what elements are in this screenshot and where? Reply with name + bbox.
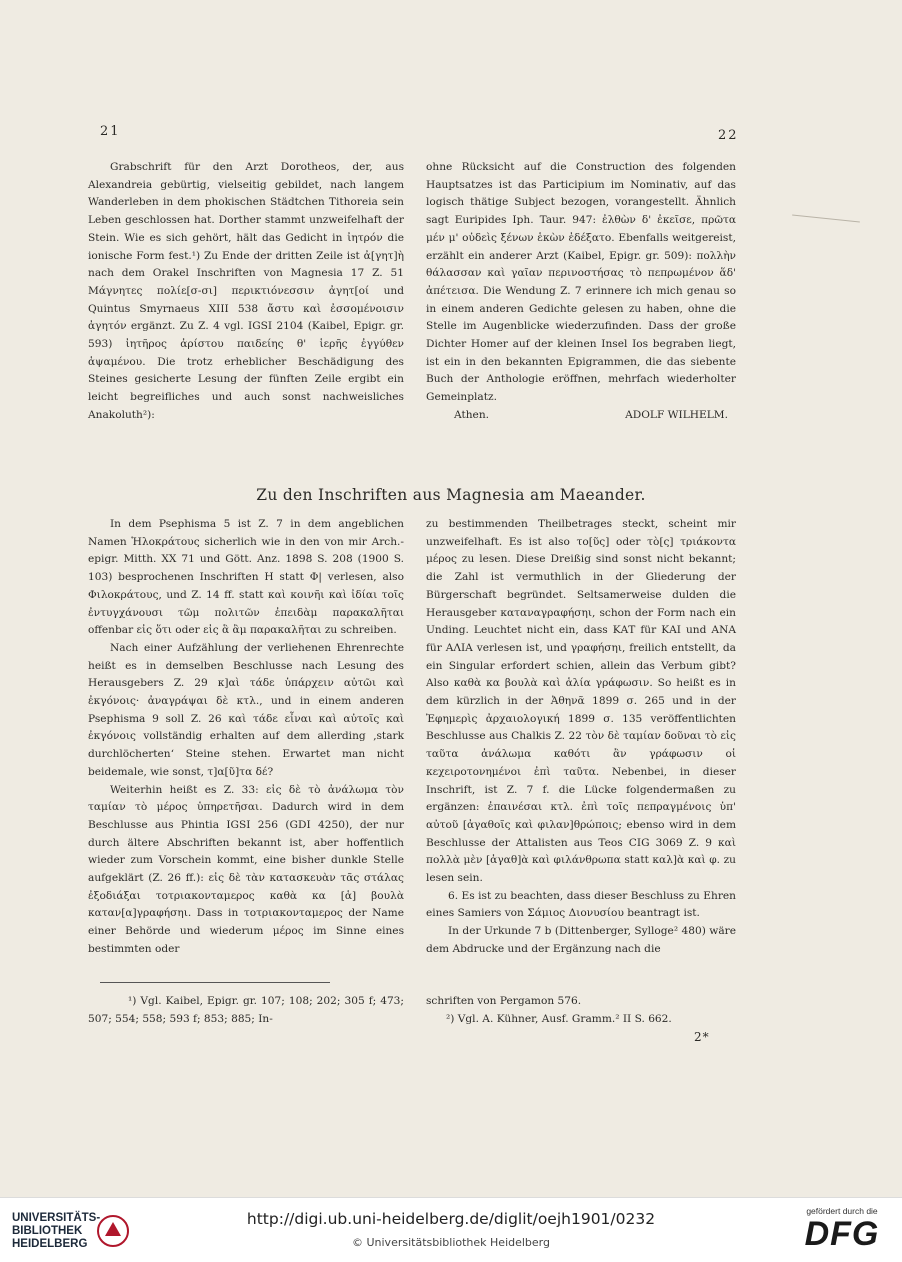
paragraph: In der Urkunde 7 b (Dittenberger, Sylloge² 480) wäre dem Abdrucke und der Ergänzung nach die [426,925,736,955]
paragraph: Weiterhin heißt es Z. 33: εἰς δὲ τὸ ἀνάλωμα τὸν ταμίαν τὸ μέρος ὑπηρετῆσαι. Dadurch wird in dem Beschlusse aus Phintia IGSI 256 (GDI 4250), der nur durch ältere Abschriften bekannt ist, aber hoffentlich wieder zum Vorschein kommt, eine bisher dunkle Stelle aufgeklärt (Z. 26 ff.): εἰς δὲ τὰν κατασκευὰν τᾶς στάλας ἐξοδιάξαι τοτριακονταμερος καθὰ κα [ἁ] βουλὰ καταν[α]γραφήσηι. Dass in τοτριακονταμερος der Name einer Behörde und wiederum μέρος im Sinne eines bestimmten oder [88,783,404,955]
footnote-left: ¹) Vgl. Kaibel, Epigr. gr. 107; 108; 202; 305 f; 473; 507; 554; 558; 593 f; 853; 885; In- [88,995,404,1025]
signature [426,407,736,425]
permalink-url[interactable]: http://digi.ub.uni-heidelberg.de/diglit/oejh1901/0232 [246,1210,656,1228]
copyright-notice: © Universitätsbibliothek Heidelberg [351,1236,550,1249]
paragraph: Nach einer Aufzählung der verliehenen Ehrenrechte heißt es in demselben Beschlusse nach Lesung des Herausgebers Z. 29 κ]αὶ τάδε ὑπάρχειν αὐτῶι καὶ ἐκγόνοις· ἀναγράψαι δὲ κτλ., und in einem anderen Psephisma 9 soll Z. 26 καὶ τάδε εἶναι καὶ αὐτοῖς καὶ ἐκγόνοις vollständig erhalten auf dem allerding ‚stark durchlöcherten‘ Steine stehen. Erwartet man nicht beidemale, wie sonst, τ]α[ῦ]τα δέ? [88,641,404,778]
paragraph: Grabschrift für den Arzt Dorotheos, der, aus Alexandreia gebürtig, vielseitig gebildet, nach langem Wanderleben in dem phokischen Städtchen Tithoreia sein Leben geschlossen hat. Dorther stammt unzweifelhaft der Stein. Wie es sich gehört, hält das Gedicht in ἰητρόν die ionische Form fest.¹) Zu Ende der dritten Zeile ist ἀ[γητ]ὴ nach dem Orakel Inschriften von Magnesia 17 Z. 51 Μάγνητες πολίε[σ-σι] περικτιόνεσσιν ἀγητ[οί und Quintus Smyrnaeus XIII 538 ἄστυ καὶ ἐσσομένοισιν ἀγητόν ergänzt. Zu Z. 4 vgl. IGSI 2104 (Kaibel, Epigr. gr. 593) ἰητῆρος ἀρίστου παιδείης θ' ἱερῆς ἐγγύθεν ἁψαμένου. Die trotz erheblicher Beschädigung des Steines gesicherte Lesung der fünften Zeile ergibt ein leicht begreifliches und auch sonst nachweisliches Anakoluth²): [88,161,404,421]
paragraph: ohne Rücksicht auf die Construction des folgenden Hauptsatzes ist das Participium im Nominativ, auf das logisch thätige Subject bezogen, vorangestellt. Ähnlich sagt Euripides Iph. Taur. 947: ἐλθὼν δ' ἐκεῖσε, πρῶτα μέν μ' οὐδεὶς ξένων ἑκὼν ἐδέξατο. Ebenfalls weitgereist, erzählt ein anderer Arzt (Kaibel, Epigr. gr. 509): πολλὴν θάλασσαν καὶ γαῖαν περινοστήσας τὸ πεπρωμένον ἅδ' ἀπέτεισα. Die Wendung Z. 7 erinnere ich mich genau so in einem anderen Gedichte gelesen zu haben, ohne die Stelle im Augenblicke wiederzufinden. Dass der große Dichter Homer auf der kleinen Insel Ios begraben liegt, ist ein in den bekannten Epigrammen, die das siebente Buch der Anthologie eröffnen, mehrfach wiederholter Gemeinplatz. [426,161,736,404]
signature-place: Athen. [454,408,490,421]
paragraph: 6. Es ist zu beachten, dass dieser Beschluss zu Ehren eines Samiers von Σάμιος Διονυσίου beantragt ist. [426,889,736,920]
top-left-column [88,159,404,425]
paragraph: zu bestimmenden Theilbetrages steckt, scheint mir unzweifelhaft. Es ist also το[ῦς] oder τὸ[ς] τριάκοντα μέρος zu lesen. Diese Dreißig sind sonst nicht bekannt; die Zahl ist vermuthlich in der Gliederung der Bürgerschaft begründet. Seltsamerweise dulden die Herausgeber καταναγραφήσηι, schon der Form nach ein Unding. Leuchtet nicht ein, dass ΚΑΤ für ΚΑΙ und ΑΝΑ für ΑΛΙΑ verlesen ist, und γραφήσηι, freilich entstellt, da ein Singular erfordert schien, allein das Verbum gibt? Also καθὰ κα βουλὰ καὶ ἁλία γράφωσιν. So heißt es in dem kürzlich in der Ἀθηνᾶ 1899 σ. 265 und in der Ἐφημερὶς ἀρχαιολογική 1899 σ. 135 veröffentlichten Beschlusse aus Chalkis Z. 22 τὸν δὲ ταμίαν δοῦναι τὸ εἰς ταῦτα ἀνάλωμα καθότι ἂν γράφωσιν οἱ κεχειροτονημένοι ἐπὶ ταῦτα. Nebenbei, in dieser Inschrift, ist Z. 7 f. die Lücke folgendermaßen zu ergänzen: ἐπαινέσαι κτλ. ἐπὶ τοῖς πεπραγμένοις ὑπ' αὐτοῦ [ἀγαθοῖς καὶ φιλαν]θρώποις; ebenso wird in dem Beschlusse der Attalisten aus Teos CIG 3069 Z. 9 καὶ πολλὰ μὲν [ἀγαθ]ὰ καὶ φιλάνθρωπα statt καλ]ὰ καὶ φ. zu lesen sein. [426,518,736,885]
footnote-right-1: schriften von Pergamon 576. [426,995,582,1007]
dfg-logo[interactable] [796,1206,888,1252]
top-right-column [426,159,736,425]
signature-author: ADOLF WILHELM. [625,408,728,421]
funding-caption: gefördert durch die [806,1206,878,1216]
margin-pencil-mark [792,214,860,222]
page-number-right: 22 [718,128,739,143]
paragraph: In dem Psephisma 5 ist Z. 7 in dem angeblichen Namen Ἡλοκράτους sicherlich wie in den von mir Arch.-epigr. Mitth. XX 71 und Gött. Anz. 1898 S. 208 (1900 S. 103) besprochenen Inschriften H statt Φ| verlesen, also Φιλοκράτους, und Z. 14 ff. statt καὶ κοινῆι καὶ ἰδίαι τοῖς ἐντυγχάνουσι τῶμ πολιτῶν ἐπειδὰμ παρακαλῆται offenbar εἰς ὅτι oder εἰς ἃ ἂμ παρακαλῆται zu schreiben. [88,518,404,637]
viewer-footer [0,1197,902,1262]
bottom-right-column [426,516,736,959]
footnote-rule [100,982,330,983]
signature-mark: 2* [694,1030,710,1044]
page-number-left: 21 [100,124,121,139]
article-title: Zu den Inschriften aus Magnesia am Maeander. [256,486,646,504]
dfg-logo-mark: DFG [804,1215,880,1253]
bottom-left-column [88,516,404,959]
library-logo-text: UNIVERSITÄTS- BIBLIOTHEK HEIDELBERG [12,1212,101,1250]
footnote-right-2: ²) Vgl. A. Kühner, Ausf. Gramm.² II S. 662. [446,1013,672,1025]
